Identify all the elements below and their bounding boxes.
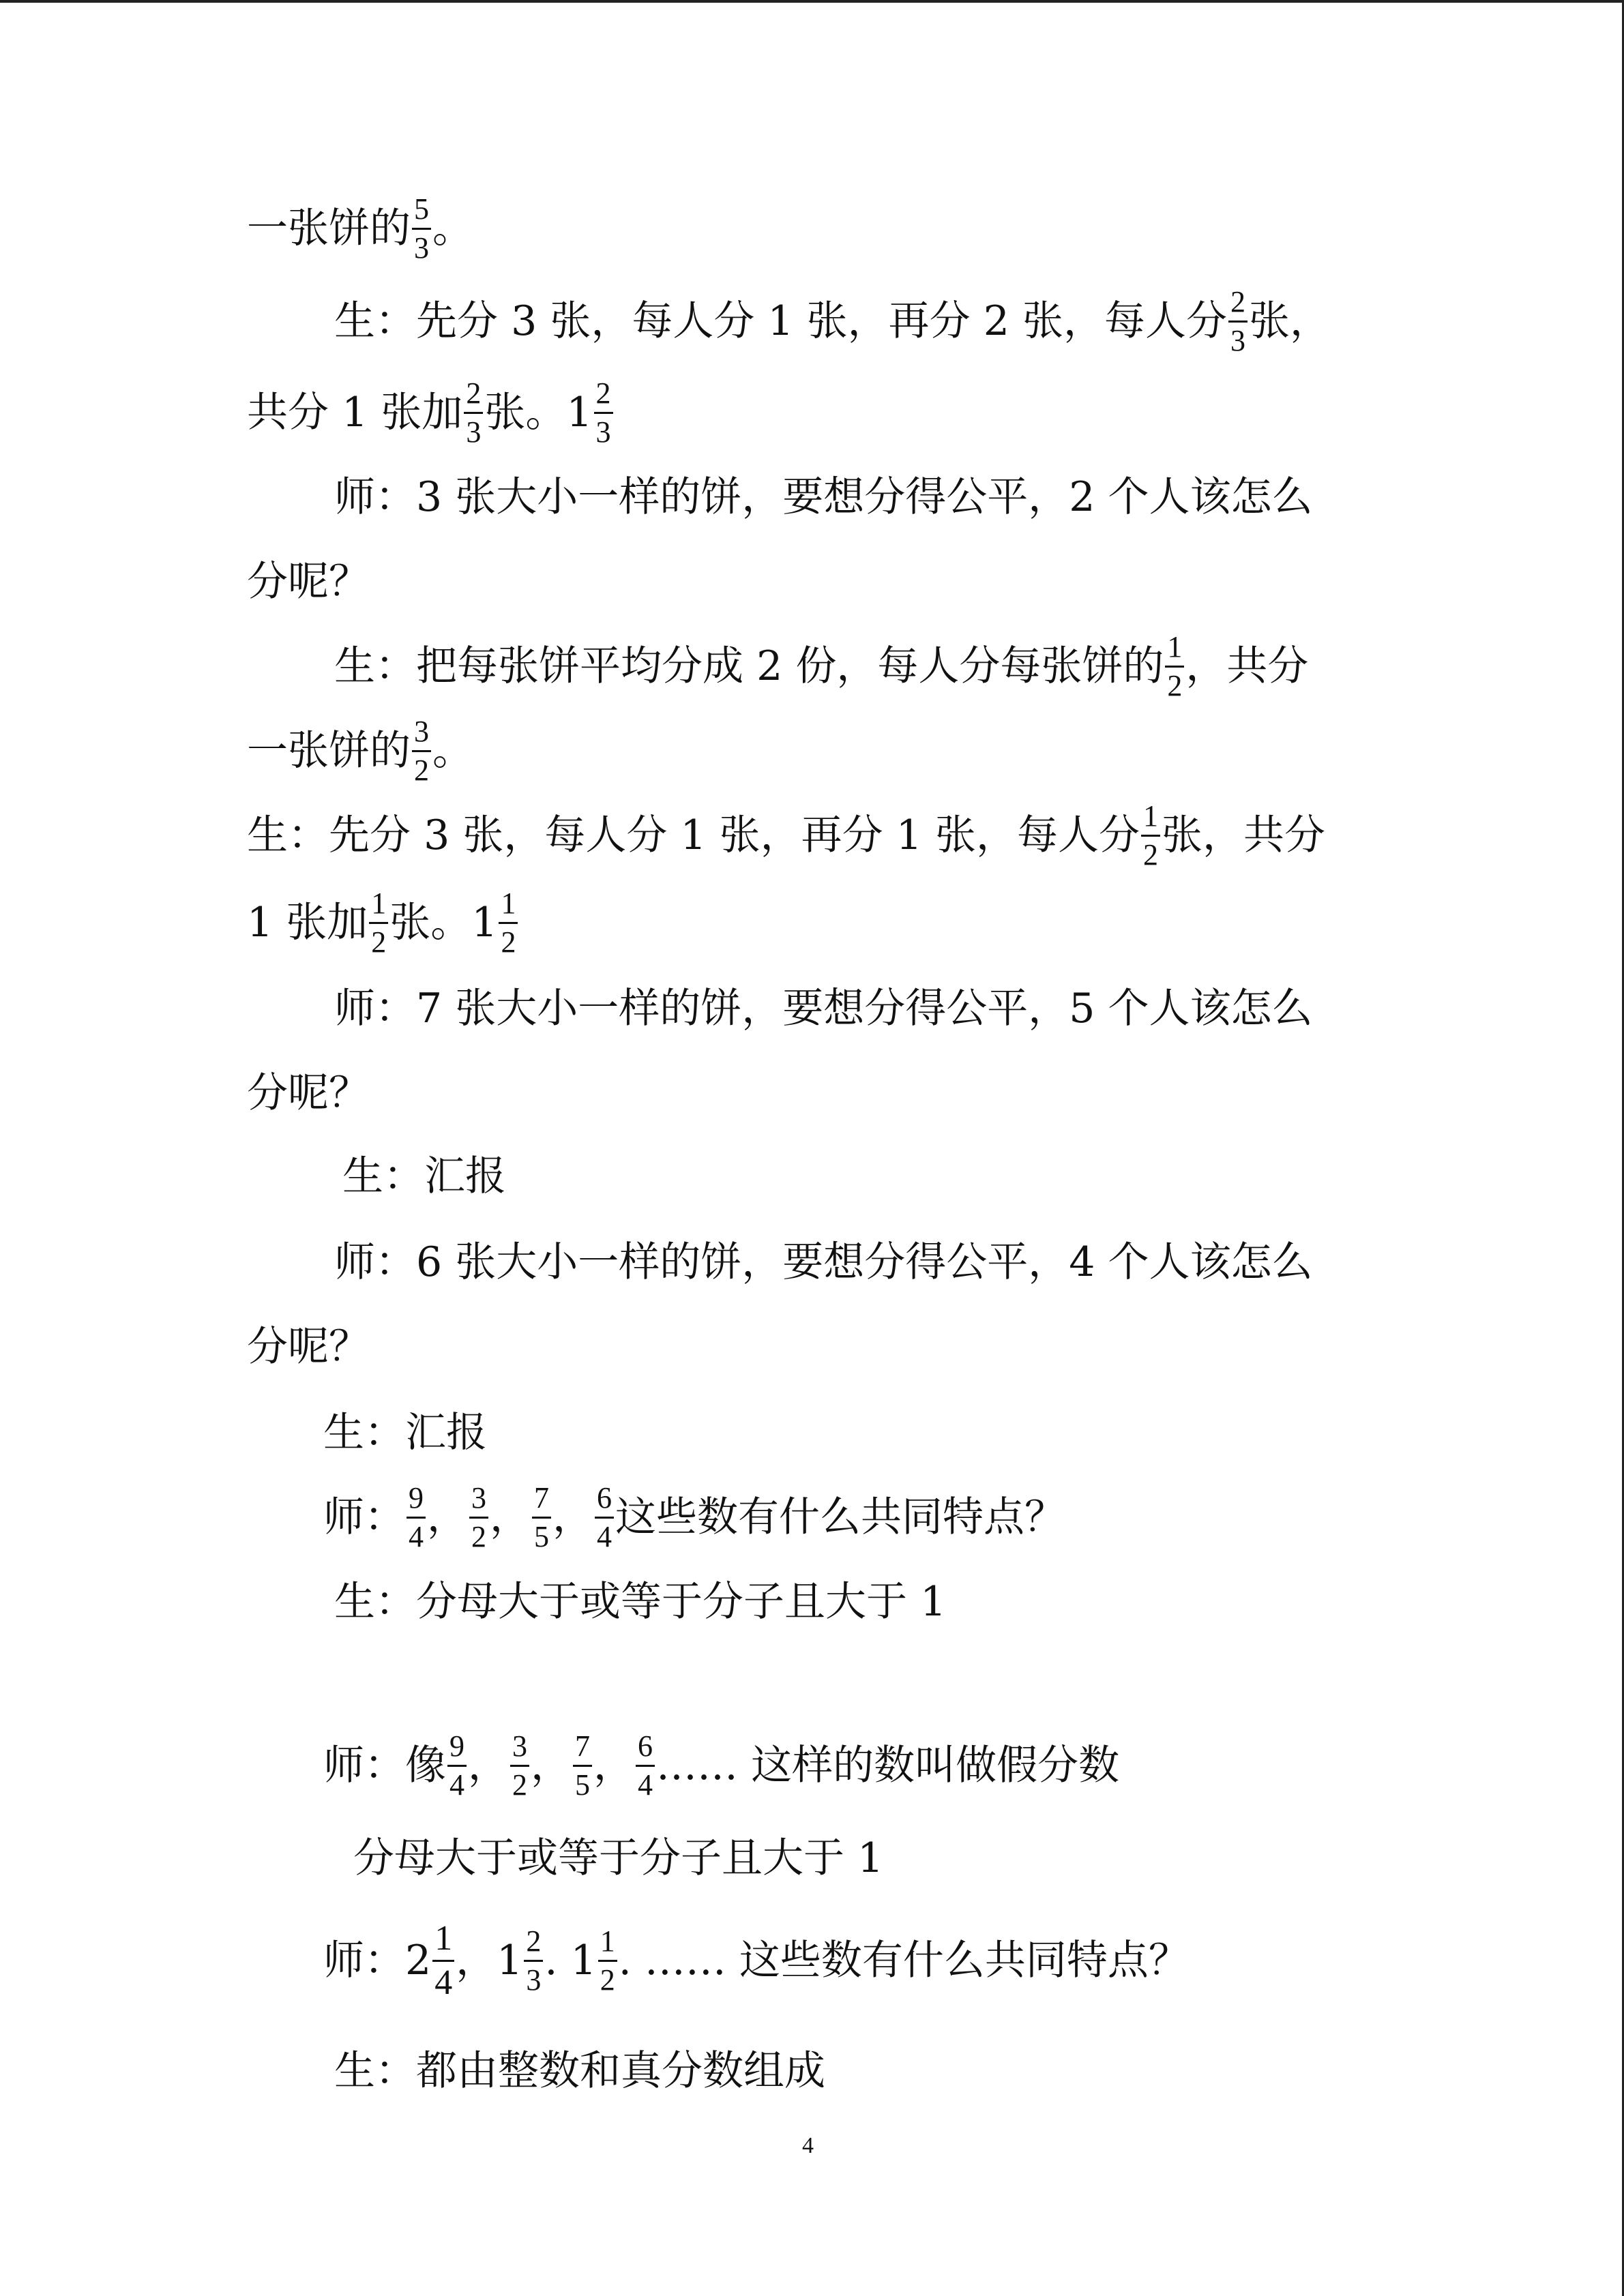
numerator: 2 — [526, 1924, 542, 1958]
text-line-14 — [247, 1302, 370, 1391]
text-line-18 — [323, 1721, 1119, 1810]
line-11-text: 分呢？ — [247, 1069, 370, 1117]
line-8-text-a: 生：先分 3 张，每人分 1 张，再分 1 张，每人分 — [247, 811, 1140, 859]
fraction — [499, 886, 518, 959]
line-19-text: 分母大于或等于分子且大于 1 — [353, 1834, 884, 1882]
line-4-text: 师：3 张大小一样的饼，要想分得公平，2 个人该怎么 — [334, 473, 1313, 521]
denominator: 2 — [412, 750, 431, 786]
numerator: 9 — [409, 1480, 424, 1515]
separator: ， — [490, 1493, 531, 1541]
numerator: 1 — [1142, 799, 1158, 833]
line-6-text-a: 生：把每张饼平均分成 2 份，每人分每张饼的 — [334, 642, 1164, 690]
numerator: 2 — [595, 376, 611, 410]
fraction — [1165, 629, 1184, 702]
numerator: 3 — [471, 1480, 486, 1515]
fraction — [510, 1731, 529, 1800]
numerator: 1 — [371, 886, 387, 920]
text-line-2 — [334, 277, 1331, 366]
text-line-6 — [334, 622, 1308, 711]
line-9-text-b: 张。1 — [389, 899, 498, 946]
fraction — [573, 1731, 592, 1800]
fraction — [412, 194, 431, 263]
separator: ， — [468, 1742, 509, 1789]
line-5-text: 分呢？ — [247, 558, 370, 606]
text-line-4 — [334, 453, 1313, 541]
text-line-9 — [247, 878, 519, 967]
line-20-text-b: . …… 这些数有什么共同特点？ — [618, 1937, 1190, 1984]
line-3-text-a: 共分 1 张加 — [247, 389, 463, 436]
denominator: 2 — [369, 922, 388, 957]
denominator: 3 — [524, 1960, 543, 1995]
denominator: 2 — [469, 1517, 488, 1552]
numerator: 3 — [512, 1729, 527, 1763]
fraction — [412, 714, 431, 787]
numerator: 7 — [534, 1480, 549, 1515]
text-line-21 — [334, 2027, 825, 2115]
denominator: 4 — [636, 1765, 655, 1800]
fraction — [532, 1480, 551, 1553]
numerator: 7 — [575, 1729, 590, 1763]
numerator: 6 — [597, 1480, 612, 1515]
line-17-text: 生：分母大于或等于分子且大于 1 — [334, 1578, 947, 1626]
denominator: 2 — [1141, 835, 1160, 870]
line-6-text-b: ，共分 — [1185, 642, 1309, 690]
denominator: 3 — [594, 412, 613, 447]
numerator: 2 — [466, 376, 482, 410]
numerator: 1 — [1167, 629, 1183, 664]
page-number: 4 — [802, 2133, 814, 2158]
text-line-11 — [247, 1049, 370, 1137]
numerator: 1 — [434, 1918, 453, 1958]
text-line-10 — [334, 964, 1313, 1053]
line-2-text-b: 张， — [1248, 297, 1331, 345]
separator: ， — [593, 1742, 634, 1789]
text-line-1 — [247, 184, 473, 273]
denominator: 2 — [510, 1765, 529, 1800]
numerator: 3 — [414, 714, 429, 748]
numerator: 5 — [414, 192, 429, 226]
page-border-top — [0, 0, 1624, 3]
text-line-7 — [247, 706, 473, 795]
denominator: 5 — [573, 1765, 592, 1800]
fraction — [636, 1731, 655, 1800]
line-18-text-a: 师：像 — [323, 1742, 446, 1789]
denominator: 3 — [412, 228, 431, 263]
text-line-17 — [334, 1557, 946, 1646]
line-21-text: 生：都由整数和真分数组成 — [334, 2047, 825, 2095]
denominator: 2 — [499, 922, 518, 957]
line-1-text-b: 。 — [432, 205, 473, 252]
line-13-text: 师：6 张大小一样的饼，要想分得公平，4 个人该怎么 — [334, 1238, 1313, 1286]
fraction — [1228, 284, 1247, 357]
line-15-text: 生：汇报 — [323, 1409, 487, 1457]
text-line-12 — [342, 1132, 506, 1221]
text-line-16 — [323, 1473, 1065, 1562]
line-14-text: 分呢？ — [247, 1323, 370, 1371]
fraction — [594, 378, 613, 447]
line-8-text-b: 张，共分 — [1161, 811, 1325, 859]
separator: ，1 — [456, 1937, 523, 1984]
text-line-13 — [334, 1218, 1313, 1307]
numerator: 6 — [638, 1729, 653, 1763]
line-3-text-b: 张。1 — [484, 389, 593, 436]
fraction — [1141, 801, 1160, 870]
numerator: 1 — [600, 1924, 615, 1958]
text-line-5 — [247, 537, 370, 626]
denominator: 4 — [447, 1765, 467, 1800]
line-16-text-a: 师： — [323, 1493, 405, 1541]
line-10-text: 师：7 张大小一样的饼，要想分得公平，5 个人该怎么 — [334, 985, 1313, 1032]
line-20-text-a: 师：2 — [323, 1937, 432, 1984]
separator: ， — [427, 1493, 468, 1541]
numerator: 2 — [1230, 284, 1245, 318]
text-line-3 — [247, 368, 615, 457]
separator: ， — [552, 1493, 593, 1541]
denominator: 4 — [407, 1517, 426, 1552]
fraction — [369, 886, 388, 959]
text-line-8 — [247, 791, 1325, 880]
fraction — [407, 1480, 426, 1553]
denominator: 2 — [1165, 666, 1184, 701]
fraction — [595, 1480, 614, 1553]
line-7-text-a: 一张饼的 — [247, 727, 411, 775]
denominator: 4 — [595, 1517, 614, 1552]
line-18-text-b: …… 这样的数叫做假分数 — [656, 1742, 1120, 1789]
separator: ， — [531, 1742, 572, 1789]
line-12-text: 生：汇报 — [342, 1152, 506, 1200]
numerator: 1 — [501, 886, 516, 920]
text-line-19 — [353, 1814, 883, 1903]
line-9-text-a: 1 张加 — [247, 899, 368, 946]
numerator: 9 — [449, 1729, 464, 1763]
fraction — [447, 1731, 467, 1800]
text-line-15 — [323, 1388, 487, 1477]
denominator: 3 — [1228, 320, 1247, 356]
denominator: 4 — [432, 1960, 454, 2001]
fraction — [598, 1926, 617, 1995]
line-16-text-b: 这些数有什么共同特点？ — [615, 1493, 1065, 1541]
denominator: 3 — [464, 412, 483, 447]
separator: . 1 — [544, 1937, 597, 1984]
line-1-text-a: 一张饼的 — [247, 205, 411, 252]
denominator: 2 — [598, 1960, 617, 1995]
denominator: 5 — [532, 1517, 551, 1552]
fraction — [464, 378, 483, 447]
fraction — [524, 1926, 543, 1995]
fraction — [469, 1480, 488, 1553]
line-7-text-b: 。 — [432, 727, 473, 775]
text-line-20 — [323, 1916, 1190, 2005]
fraction — [432, 1918, 454, 2002]
line-2-text-a: 生：先分 3 张，每人分 1 张，再分 2 张，每人分 — [334, 297, 1227, 345]
